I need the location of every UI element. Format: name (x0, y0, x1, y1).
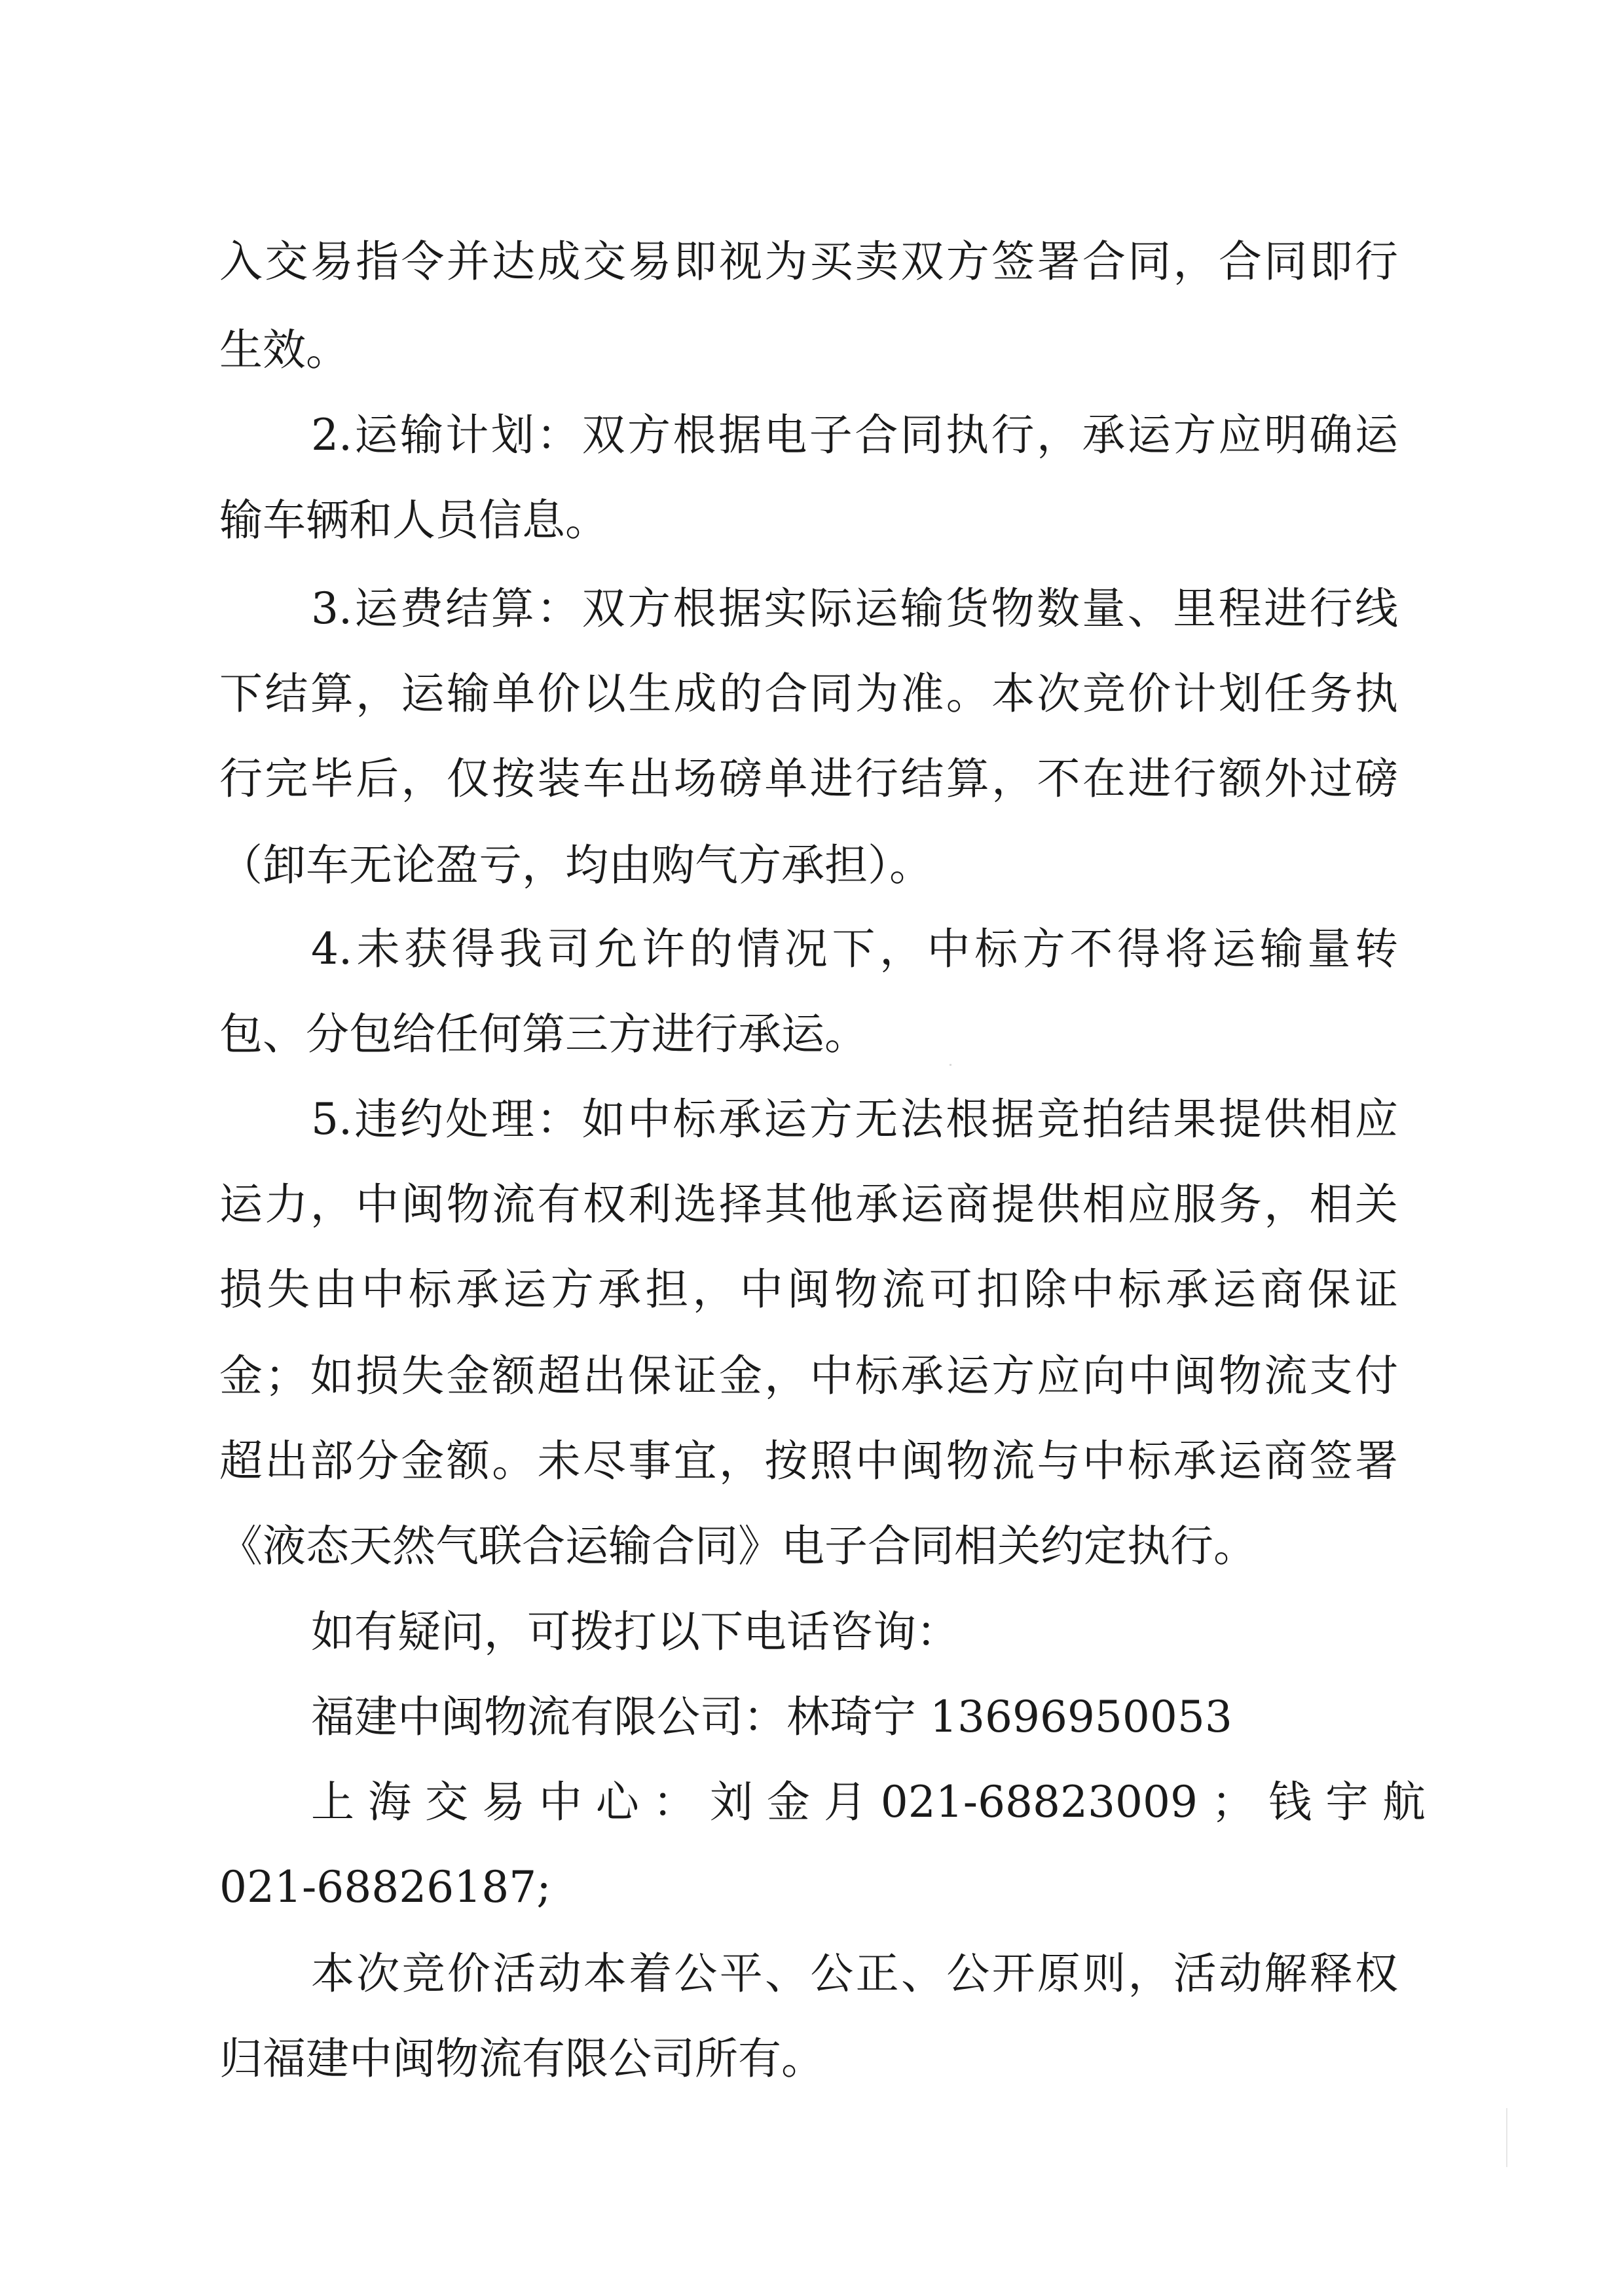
paragraph-1-line-0: 2.运输计划：双方根据电子合同执行，承运方应明确运 (311, 410, 1398, 460)
paragraph-3-line-0: 4.未获得我司允许的情况下，中标方不得将运输量转 (311, 924, 1398, 974)
paragraph-4-line-5: 《液态天然气联合运输合同》电子合同相关约定执行。 (219, 1521, 1257, 1571)
paragraph-5-line-0: 如有疑问，可拨打以下电话咨询： (311, 1607, 959, 1657)
paragraph-6-line-0: 福建中闽物流有限公司：林琦宁 13696950053 (311, 1692, 1232, 1742)
paragraph-0-line-0: 入交易指令并达成交易即视为买卖双方签署合同，合同即行 (219, 236, 1398, 287)
paragraph-1-line-1: 输车辆和人员信息。 (219, 495, 608, 545)
paragraph-8-line-0: 本次竞价活动本着公平、公正、公开原则，活动解释权 (311, 1948, 1398, 1999)
paragraph-4-line-3: 金；如损失金额超出保证金，中标承运方应向中闽物流支付 (219, 1351, 1398, 1401)
paragraph-2-line-1: 下结算，运输单价以生成的合同为准。本次竞价计划任务执 (219, 668, 1398, 719)
scan-speck (1506, 2108, 1507, 2167)
paragraph-4-line-4: 超出部分金额。未尽事宜，按照中闽物流与中标承运商签署 (219, 1436, 1398, 1486)
paragraph-2-line-3: （卸车无论盈亏，均由购气方承担）。 (219, 840, 932, 890)
paragraph-2-line-2: 行完毕后，仅按装车出场磅单进行结算，不在进行额外过磅 (219, 754, 1398, 804)
paragraph-0-line-1: 生效。 (219, 325, 349, 375)
paragraph-3-line-1: 包、分包给任何第三方进行承运。 (219, 1009, 868, 1059)
paragraph-2-line-0: 3.运费结算：双方根据实际运输货物数量、里程进行线 (311, 583, 1398, 634)
scan-speck (950, 1064, 951, 1066)
paragraph-7-line-1: 021-68826187; (219, 1862, 551, 1912)
paragraph-4-line-1: 运力，中闽物流有权利选择其他承运商提供相应服务，相关 (219, 1179, 1398, 1230)
paragraph-4-line-0: 5.违约处理：如中标承运方无法根据竞拍结果提供相应 (311, 1094, 1398, 1144)
paragraph-8-line-1: 归福建中闽物流有限公司所有。 (219, 2033, 824, 2084)
paragraph-7-line-0: 上 海 交 易 中 心 ： 刘 金 月 021-68823009 ； 钱 宇 航 (311, 1777, 1426, 1827)
paragraph-4-line-2: 损失由中标承运方承担，中闽物流可扣除中标承运商保证 (219, 1264, 1398, 1315)
